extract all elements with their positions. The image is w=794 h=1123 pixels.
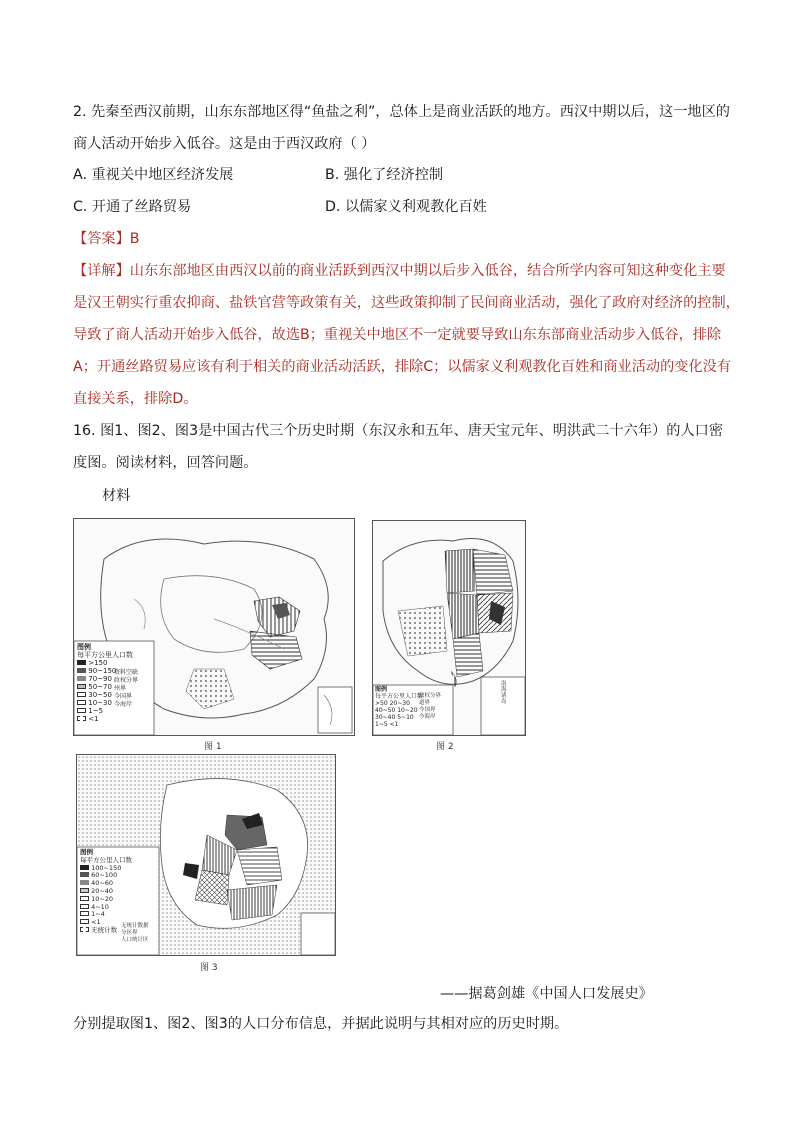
q16-task: 分别提取图1、图2、图3的人口分布信息，并据此说明与其相对应的历史时期。 xyxy=(73,1016,569,1032)
fig3-legend-item: 60~100 xyxy=(80,872,132,880)
fig3-legend-item: <1 xyxy=(80,919,132,927)
fig1-legend-item: 1~5 xyxy=(77,707,133,715)
fig3-legend-item: 20~40 xyxy=(80,888,132,896)
q2-stem-line1: 2. 先秦至西汉前期，山东东部地区得“鱼盐之利”，总体上是商业活跃的地方。西汉中期以后，这一地区的 xyxy=(73,104,730,120)
fig3-legend-item: 1~4 xyxy=(80,911,132,919)
fig1-legend-line: 州界 xyxy=(114,685,127,692)
fig3-legend-item: 无统计数 xyxy=(80,927,132,935)
q2-analysis-line2: 是汉王朝实行重农抑商、盐铁官营等政策有关，这些政策抑制了民间商业活动，强化了政府对经济的控制， xyxy=(73,295,740,311)
fig1-legend-item: 70~90 xyxy=(77,675,133,683)
q16-stem-line1: 16. 图1、图2、图3是中国古代三个历史时期（东汉永和五年、唐天宝元年、明洪武二十六年）的人口密 xyxy=(73,423,724,439)
fig3-legend-title: 图例 xyxy=(80,848,93,856)
q16-stem-line2: 度图。阅读材料，回答问题。 xyxy=(73,455,258,471)
q2-stem-line2: 商人活动开始步入低谷。这是由于西汉政府（ ） xyxy=(73,136,376,152)
fig3-legend-item: 100~150 xyxy=(80,865,132,873)
fig1-legend-item: 90~150 xyxy=(77,667,133,675)
fig1-legend-title: 图例 xyxy=(77,643,91,651)
fig2-legend-line: 道界 xyxy=(419,700,431,706)
fig3-legend-subtitle: 每平方公里人口数 xyxy=(80,855,132,864)
fig2-legend-item: 40~50 10~20 xyxy=(375,707,418,714)
fig1-legend-line: 政权分界 xyxy=(114,677,139,684)
fig2-caption: 图 2 xyxy=(436,742,454,752)
fig3-legend-line: 分区界 xyxy=(121,930,138,936)
fig2-legend-item: 1~5 <1 xyxy=(375,721,399,728)
fig3-legend-line: 人口统计区 xyxy=(121,937,149,943)
fig2-legend-item: >50 20~30 xyxy=(375,700,410,707)
q2-analysis-line5: 直接关系，排除D。 xyxy=(73,391,198,407)
q2-analysis-line1: 【详解】山东东部地区由西汉以前的商业活跃到西汉中期以后步入低谷，结合所学内容可知这种变化主要 xyxy=(73,263,726,279)
fig3-legend-item: 4~10 xyxy=(80,904,132,912)
fig1-caption: 图 1 xyxy=(204,742,222,752)
fig3-legend-line: 无统计数据 xyxy=(121,923,149,929)
population-map-figure-2 xyxy=(372,520,526,736)
source-citation: ——据葛剑雄《中国人口发展史》 xyxy=(440,986,653,1002)
fig2-legend-line: 今海岸 xyxy=(419,714,436,720)
fig1-legend-item: 50~70 xyxy=(77,683,133,691)
fig2-legend-line: 政权分界 xyxy=(419,693,442,699)
population-map-figure-3 xyxy=(76,754,336,956)
fig1-legend-item: <1 xyxy=(77,715,133,723)
fig2-legend-subtitle: 每平方公里人口数 xyxy=(375,693,424,700)
q16-material-label: 材料 xyxy=(102,488,131,504)
fig1-legend-line: 今国界 xyxy=(114,693,133,700)
fig2-legend-title: 图例 xyxy=(375,686,388,693)
fig3-caption: 图 3 xyxy=(200,963,218,973)
q2-option-c: C. 开通了丝路贸易 xyxy=(73,199,192,215)
fig1-legend-subtitle: 每平方公里人口数 xyxy=(77,651,133,659)
fig1-legend-item: 10~30 xyxy=(77,699,133,707)
q2-option-d: D. 以儒家义利观教化百姓 xyxy=(325,199,487,215)
fig1-legend-line: 今海岸 xyxy=(114,701,133,708)
fig3-legend-item: 40~60 xyxy=(80,880,132,888)
q2-answer: 【答案】B xyxy=(73,231,140,247)
fig3-legend-item: 10~20 xyxy=(80,896,132,904)
fig2-legend-line: 今国界 xyxy=(419,707,436,713)
q2-analysis-line4: A；开通丝路贸易应该有利于相关的商业活动活跃，排除C；以儒家义利观教化百姓和商业活动的变化没有 xyxy=(73,359,732,375)
fig2-legend-item: 30~40 5~10 xyxy=(375,714,414,721)
fig2-inset-label: 南海诸岛 xyxy=(501,681,507,705)
fig1-legend-item: 30~50 xyxy=(77,691,133,699)
q2-option-a: A. 重视关中地区经济发展 xyxy=(73,167,234,183)
fig1-legend-item: >150 xyxy=(77,659,133,667)
q2-option-b: B. 强化了经济控制 xyxy=(325,167,444,183)
population-map-figure-1 xyxy=(73,518,355,736)
fig1-legend-line: 资料空缺 xyxy=(114,669,139,676)
q2-analysis-line3: 导致了商人活动开始步入低谷，故选B；重视关中地区不一定就要导致山东东部商业活动步入低谷，排除 xyxy=(73,327,722,343)
